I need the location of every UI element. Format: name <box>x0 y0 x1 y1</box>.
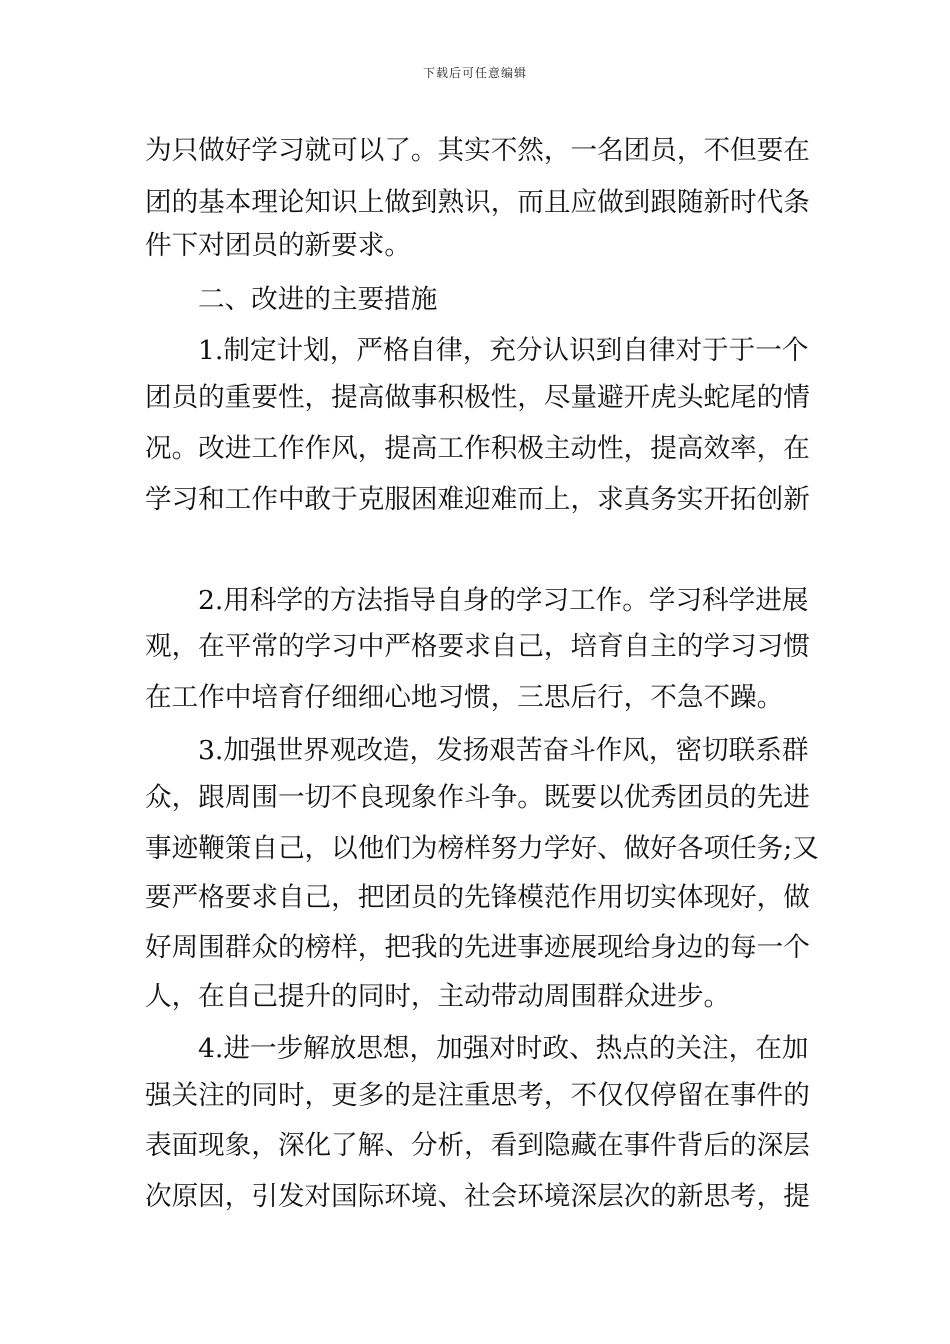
text-line: 1.制定计划，严格自律，充分认识到自律对于于一个 <box>198 335 809 366</box>
text-line: 3.加强世界观改造，发扬艰苦奋斗作风，密切联系群 <box>198 735 809 766</box>
text-line: 好周围群众的榜样，把我的先进事迹展现给身边的每一个 <box>145 932 810 963</box>
text-line: 表面现象，深化了解、分析，看到隐藏在事件背后的深层 <box>145 1130 810 1161</box>
text-line: 次原因，引发对国际环境、社会环境深层次的新思考，提 <box>145 1181 810 1212</box>
text-line: 团员的重要性，提高做事积极性，尽量避开虎头蛇尾的情 <box>145 382 810 413</box>
page-header: 下载后可任意编辑 <box>422 66 527 80</box>
text-line: 4.进一步解放思想，加强对时政、热点的关注，在加 <box>198 1033 809 1064</box>
text-line: 件下对团员的新要求。 <box>145 230 411 261</box>
text-line: 学习和工作中敢于克服困难迎难而上，求真务实开拓创新 <box>145 484 810 515</box>
section-heading: 二、改进的主要措施 <box>198 284 438 315</box>
text-line: 在工作中培育仔细细心地习惯，三思后行，不急不躁。 <box>145 682 784 713</box>
text-line: 人，在自己提升的同时，主动带动周围群众进步。 <box>145 981 731 1012</box>
text-line: 要严格要求自己，把团员的先锋模范作用切实体现好，做 <box>145 882 810 913</box>
text-line: 团的基本理论知识上做到熟识，而且应做到跟随新时代条 <box>145 187 810 218</box>
text-line: 2.用科学的方法指导自身的学习工作。学习科学进展 <box>198 585 809 616</box>
text-line: 观，在平常的学习中严格要求自己，培育自主的学习习惯 <box>145 631 810 662</box>
text-line: 强关注的同时，更多的是注重思考，不仅仅停留在事件的 <box>145 1080 810 1111</box>
text-line: 况。改进工作作风，提高工作积极主动性，提高效率，在 <box>145 433 810 464</box>
text-line: 为只做好学习就可以了。其实不然，一名团员，不但要在 <box>145 135 810 166</box>
text-line: 事迹鞭策自己，以他们为榜样努力学好、做好各项任务;又 <box>145 833 819 864</box>
text-line: 众，跟周围一切不良现象作斗争。既要以优秀团员的先进 <box>145 782 810 813</box>
